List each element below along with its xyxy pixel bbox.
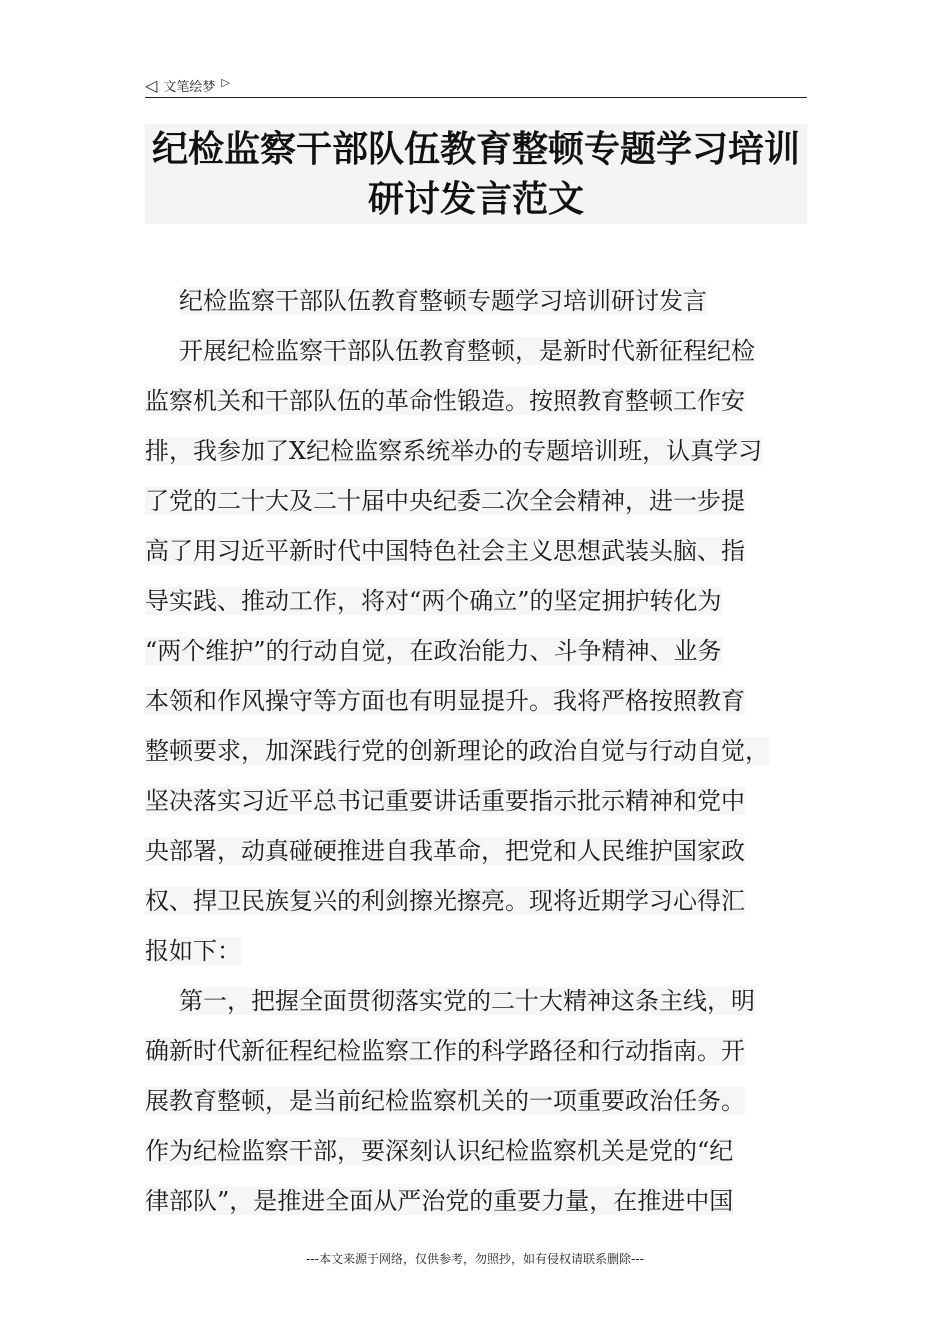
body-line: 央部署，动真碰硬推进自我革命，把党和人民维护国家政 — [145, 837, 745, 865]
body-line: 确新时代新征程纪检监察工作的科学路径和行动指南。开 — [145, 1037, 745, 1065]
left-triangle-icon: ◁ — [145, 75, 158, 95]
body-line: 纪检监察干部队伍教育整顿专题学习培训研讨发言 — [179, 287, 707, 315]
header-divider — [145, 97, 807, 98]
title-line-1: 纪检监察干部队伍教育整顿专题学习培训 — [145, 124, 807, 174]
document-title — [145, 124, 807, 224]
page-header — [145, 74, 807, 96]
body-line: 了党的二十大及二十届中央纪委二次全会精神，进一步提 — [145, 487, 745, 515]
body-line: 坚决落实习近平总书记重要讲话重要指示批示精神和党中 — [145, 787, 745, 815]
body-line: “两个维护”的行动自觉，在政治能力、斗争精神、业务 — [145, 637, 722, 665]
body-line: 开展纪检监察干部队伍教育整顿，是新时代新征程纪检 — [179, 337, 755, 365]
body-line: 报如下： — [145, 937, 241, 965]
body-line: 作为纪检监察干部，要深刻认识纪检监察机关是党的“纪 — [145, 1137, 734, 1165]
body-line: 排，我参加了X纪检监察系统举办的专题培训班，认真学习 — [145, 437, 763, 465]
body-line: 权、捍卫民族复兴的利剑擦光擦亮。现将近期学习心得汇 — [145, 887, 745, 915]
body-line: 监察机关和干部队伍的革命性锻造。按照教育整顿工作安 — [145, 387, 745, 415]
document-body — [145, 276, 807, 1226]
body-line: 本领和作风操守等方面也有明显提升。我将严格按照教育 — [145, 687, 745, 715]
footer-disclaimer: ---本文来源于网络，仅供参考，勿照抄，如有侵权请联系删除--- — [306, 1252, 644, 1266]
body-line: 展教育整顿，是当前纪检监察机关的一项重要政治任务。 — [145, 1087, 745, 1115]
body-line: 高了用习近平新时代中国特色社会主义思想武装头脑、指 — [145, 537, 745, 565]
title-line-2: 研讨发言范文 — [145, 174, 807, 224]
body-line: 律部队”，是推进全面从严治党的重要力量，在推进中国 — [145, 1187, 734, 1215]
header-brand: 文笔绘梦 — [163, 79, 216, 95]
body-line: 整顿要求，加深践行党的创新理论的政治自觉与行动自觉， — [145, 737, 769, 765]
body-line: 导实践、推动工作，将对“两个确立”的坚定拥护转化为 — [145, 587, 722, 615]
right-triangle-icon: ▷ — [221, 75, 230, 89]
body-line: 第一，把握全面贯彻落实党的二十大精神这条主线，明 — [179, 987, 755, 1015]
